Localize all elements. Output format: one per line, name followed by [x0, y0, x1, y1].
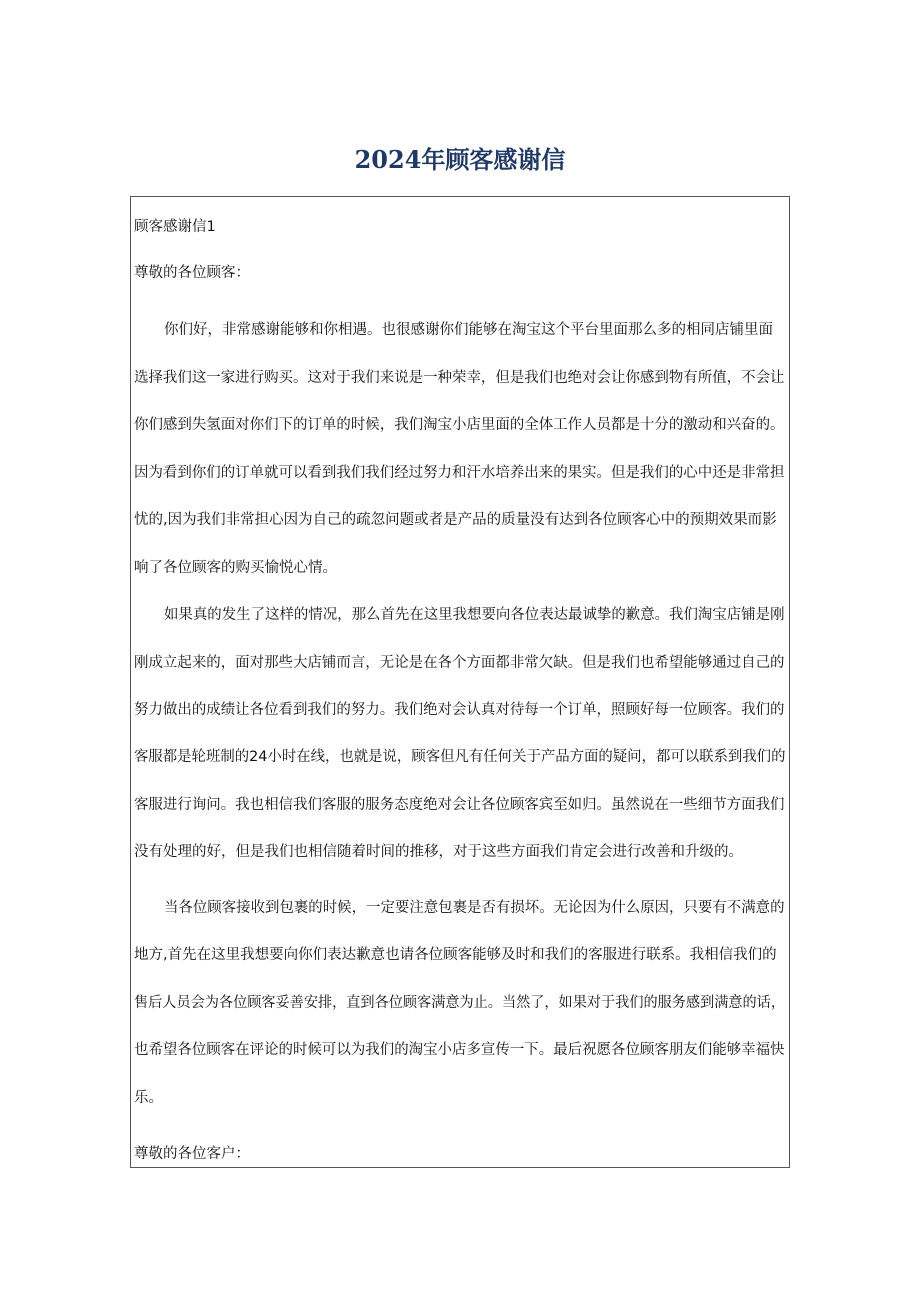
paragraph-line: 客服进行询问。我也相信我们客服的服务态度绝对会让各位顾客宾至如归。虽然说在一些细节方面我们 — [134, 797, 785, 813]
paragraph-line: 当各位顾客接收到包裹的时候，一定要注意包裹是否有损坏。无论因为什么原因，只要有不满意的 — [164, 900, 785, 916]
paragraph-line: 没有处理的好，但是我们也相信随着时间的推移，对于这些方面我们肯定会进行改善和升级的。 — [134, 844, 743, 860]
paragraph-line: 忧的,因为我们非常担心因为自己的疏忽问题或者是产品的质量没有达到各位顾客心中的预期效果而影 — [134, 512, 777, 528]
paragraph-line: 也希望各位顾客在评论的时候可以为我们的淘宝小店多宣传一下。最后祝愿各位顾客朋友们能够幸福快 — [134, 1042, 785, 1058]
salutation: 尊敬的各位顾客： — [134, 265, 250, 281]
paragraph-line: 售后人员会为各位顾客妥善安排，直到各位顾客满意为止。当然了，如果对于我们的服务感到满意的话， — [134, 995, 785, 1011]
document-title: 2024年顾客感谢信 — [354, 145, 566, 174]
paragraph-line: 刚成立起来的，面对那些大店铺而言，无论是在各个方面都非常欠缺。但是我们也希望能够通过自己的 — [134, 655, 785, 671]
paragraph-line: 响了各位顾客的购买愉悦心情。 — [134, 560, 337, 576]
salutation: 尊敬的各位客户： — [134, 1146, 250, 1162]
paragraph-line: 因为看到你们的订单就可以看到我们我们经过努力和汗水培养出来的果实。但是我们的心中还是非常担 — [134, 465, 785, 481]
section-heading: 顾客感谢信1 — [134, 219, 216, 235]
letter-body — [130, 196, 790, 1168]
paragraph-line: 你们感到失氢面对你们下的订单的时候，我们淘宝小店里面的全体工作人员都是十分的激动和兴奋的。 — [134, 417, 785, 433]
paragraph-line: 乐。 — [134, 1090, 163, 1106]
paragraph-line: 地方,首先在这里我想要向你们表达歉意也请各位顾客能够及时和我们的客服进行联系。我相信我们的 — [134, 947, 777, 963]
paragraph-line: 客服都是轮班制的24小时在线，也就是说，顾客但凡有任何关于产品方面的疑问，都可以联系到我们的 — [134, 749, 786, 765]
paragraph-line: 你们好，非常感谢能够和你相遇。也很感谢你们能够在淘宝这个平台里面那么多的相同店铺里面 — [164, 322, 773, 338]
paragraph-line: 努力做出的成绩让各位看到我们的努力。我们绝对会认真对待每一个订单，照顾好每一位顾客。我们的 — [134, 702, 785, 718]
paragraph-line: 如果真的发生了这样的情况，那么首先在这里我想要向各位表达最诚挚的歉意。我们淘宝店铺是刚 — [164, 607, 785, 623]
paragraph-line: 选择我们这一家进行购买。这对于我们来说是一种荣幸，但是我们也绝对会让你感到物有所值，不会让 — [134, 370, 785, 386]
